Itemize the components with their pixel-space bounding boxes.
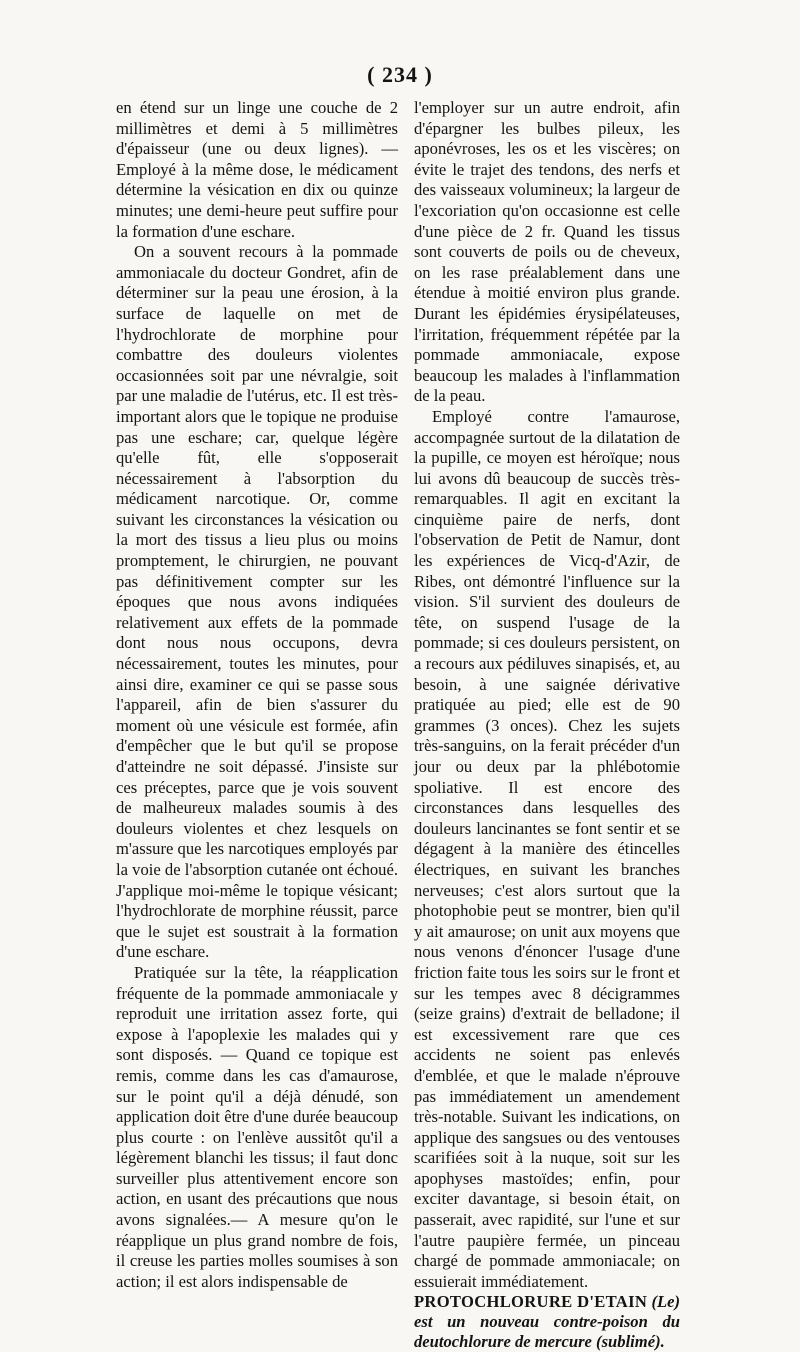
left-paragraph-3: Pratiquée sur la tête, la réapplication fréquente de la pommade ammoniacale y reproduit une irritation assez forte, qui expose à l'apoplexie les malades qui y sont disposés. — Quand ce topique est remis, comme dans les cas d'amaurose, sur le point qu'il a déjà dénudé, son application doit être d'une durée beaucoup plus courte : on l'enlève aussitôt qu'il a légèrement blanchi les tissus; il faut donc surveiller plus attentivement encore son action, en usant des précautions que nous avons signalées.— A mesure qu'on le réapplique un plus grand nombre de fois, il creuse les parties molles soumises à son action; il est alors indispensable de [116, 962, 398, 1291]
section-heading-subtitle: est un nouveau contre-poison du deutochlorure de mercure (sublimé). [414, 1312, 680, 1352]
left-paragraph-1: en étend sur un linge une couche de 2 millimètres et demi à 5 millimètres d'épaisseur (une ou deux lignes). — Employé à la même dose, le médicament détermine la vésication en dix ou quinze minutes; une demi-heure peut suffire pour la formation d'une eschare. [116, 98, 398, 241]
section-heading-article: (Le) [651, 1292, 680, 1312]
right-column [414, 98, 680, 1352]
right-paragraph-2: Employé contre l'amaurose, accompagnée surtout de la dilatation de la pupille, ce moyen est héroïque; nous lui avons dû beaucoup de succès très-remarquables. Il agit en excitant la cinquième paire de nerfs, dont l'observation de Petit de Namur, dont les expériences de Vicq-d'Azir, de Ribes, ont démontré l'influence sur la vision. S'il survient des douleurs de tête, on suspend l'usage de la pommade; si ces douleurs persistent, on a recours aux pédiluves sinapisés, et, au besoin, à une saignée dérivative pratiquée au pied; elle est de 90 grammes (3 onces). Chez les sujets très-sanguins, on la ferait précéder d'un jour ou deux par la phlébotomie spoliative. Il est encore des circonstances dans lesquelles des douleurs lancinantes se font sentir et se dégagent à la manière des étincelles électriques, en suivant les branches nerveuses; c'est alors surtout que la photophobie peut se montrer, bien qu'il y ait amaurose; on unit aux moyens que nous venons d'énoncer l'usage d'une friction faite tous les soirs sur le front et sur les tempes avec 8 décigrammes (seize grains) d'extrait de belladone; il est excessivement rare que ces accidents ne soient pas enlevés d'emblée, et que le malade n'éprouve pas immédiatement un amendement très-notable. Suivant les indications, on applique des sangsues ou des ventouses scarifiées soit à la nuque, soit sur les apophyses mastoïdes; enfin, pour exciter davantage, si besoin était, on passerait, avec rapidité, sur l'une et sur l'autre paupière fermée, un pinceau chargé de pommade ammoniacale; on essuierait immédiatement. [414, 406, 680, 1291]
section-heading [414, 1292, 680, 1352]
section-heading-title: PROTOCHLORURE D'ETAIN [414, 1292, 648, 1312]
left-paragraph-2: On a souvent recours à la pommade ammoniacale du docteur Gondret, afin de déterminer sur la peau une érosion, à la surface de laquelle on met de l'hydrochlorate de morphine pour combattre des douleurs violentes occasionnées soit par une névralgie, soit par une maladie de l'utérus, etc. Il est très-important alors que le topique ne produise pas une eschare; car, quelque légère qu'elle fût, elle s'opposerait nécessairement à l'absorption du médicament narcotique. Or, comme suivant les circonstances la vésication ou la mort des tissus a lieu plus ou moins promptement, le chirurgien, ne pouvant pas définitivement compter sur les époques que nous avons indiquées relativement aux effets de la pommade dont nous nous occupons, devra nécessairement, toutes les minutes, pour ainsi dire, examiner ce qui se passe sous l'appareil, afin de bien s'assurer du moment où une vésicule est formée, afin d'empêcher que le but qu'il se propose d'atteindre ne soit dépassé. J'insiste sur ces préceptes, parce que je vois souvent de malheureux malades soumis à des douleurs violentes et chez lesquels on m'assure que les narcotiques employés par la voie de l'absorption cutanée ont échoué. J'applique moi-même le topique vésicant; l'hydrochlorate de morphine réussit, parce que le sujet est soustrait à la formation d'une eschare. [116, 242, 398, 962]
page-number: ( 234 ) [367, 62, 433, 87]
left-column [116, 98, 398, 1292]
right-paragraph-1: l'employer sur un autre endroit, afin d'épargner les bulbes pileux, les aponévroses, les os et les viscères; on évite le trajet des tendons, des nerfs et des vaisseaux volumineux; la largeur de l'excoriation qu'on occasionne est celle d'une pièce de 2 fr. Quand les tissus sont couverts de poils ou de cheveux, on les rase préalablement dans une étendue à moitié environ plus grande. Durant les épidémies érysipélateuses, l'irritation, fréquemment répétée par la pommade ammoniacale, expose beaucoup les malades à l'inflammation de la peau. [414, 98, 680, 406]
